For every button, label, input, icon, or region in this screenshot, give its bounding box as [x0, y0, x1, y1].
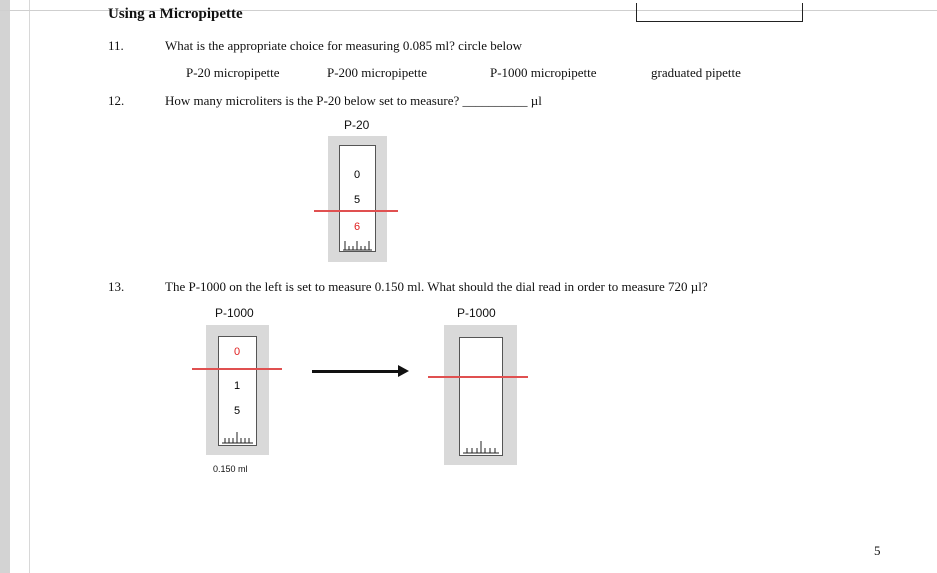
p1000-left-digit-3: 5 — [233, 405, 241, 417]
p20-dial-frame — [328, 136, 387, 262]
p1000-right-label: P-1000 — [457, 306, 496, 320]
q11-choice-p20[interactable]: P-20 micropipette — [186, 65, 280, 80]
q11-choice-p200[interactable]: P-200 micropipette — [327, 65, 428, 80]
p20-dial-window — [339, 145, 376, 252]
q13-number: 13. — [108, 279, 125, 294]
p20-digit-1: 0 — [353, 169, 361, 181]
q13-text: The P-1000 on the left is set to measure 0.150 ml. What should the dial read in order to measure 720 µl? — [165, 279, 708, 294]
arrow-head-icon — [398, 365, 409, 377]
p1000-left-dial-window — [218, 336, 257, 446]
p20-reading-line — [314, 210, 398, 212]
p1000-left-scale-ticks — [219, 429, 256, 444]
p20-digit-3: 6 — [353, 221, 361, 233]
p1000-right-scale-ticks — [460, 438, 502, 454]
p1000-right-dial-window[interactable] — [459, 337, 503, 456]
page-margin-line — [29, 0, 30, 573]
name-answer-box[interactable] — [636, 3, 803, 22]
p1000-left-label: P-1000 — [215, 306, 254, 320]
q12-number: 12. — [108, 93, 125, 108]
q11-choice-graduated[interactable]: graduated pipette — [651, 65, 741, 80]
q11-number: 11. — [108, 38, 124, 53]
page-number: 5 — [874, 543, 881, 558]
p20-label: P-20 — [344, 118, 370, 132]
arrow-right-icon — [312, 370, 400, 373]
p1000-left-caption: 0.150 ml — [213, 464, 248, 474]
p20-digit-2: 5 — [353, 194, 361, 206]
section-heading: Using a Micropipette — [108, 6, 243, 22]
p1000-right-dial-frame — [444, 325, 517, 465]
p1000-left-reading-line — [192, 368, 282, 370]
p1000-right-reading-line — [428, 376, 528, 378]
p1000-left-digit-2: 1 — [233, 380, 241, 392]
p1000-left-digit-1: 0 — [233, 346, 241, 358]
q11-choice-p1000[interactable]: P-1000 micropipette — [490, 65, 597, 80]
page-left-gutter — [0, 0, 10, 573]
p20-scale-ticks — [340, 237, 375, 251]
p1000-left-dial-frame — [206, 325, 269, 455]
q12-text: How many microliters is the P-20 below set to measure? __________ µl — [165, 93, 542, 108]
q11-text: What is the appropriate choice for measuring 0.085 ml? circle below — [165, 38, 523, 53]
